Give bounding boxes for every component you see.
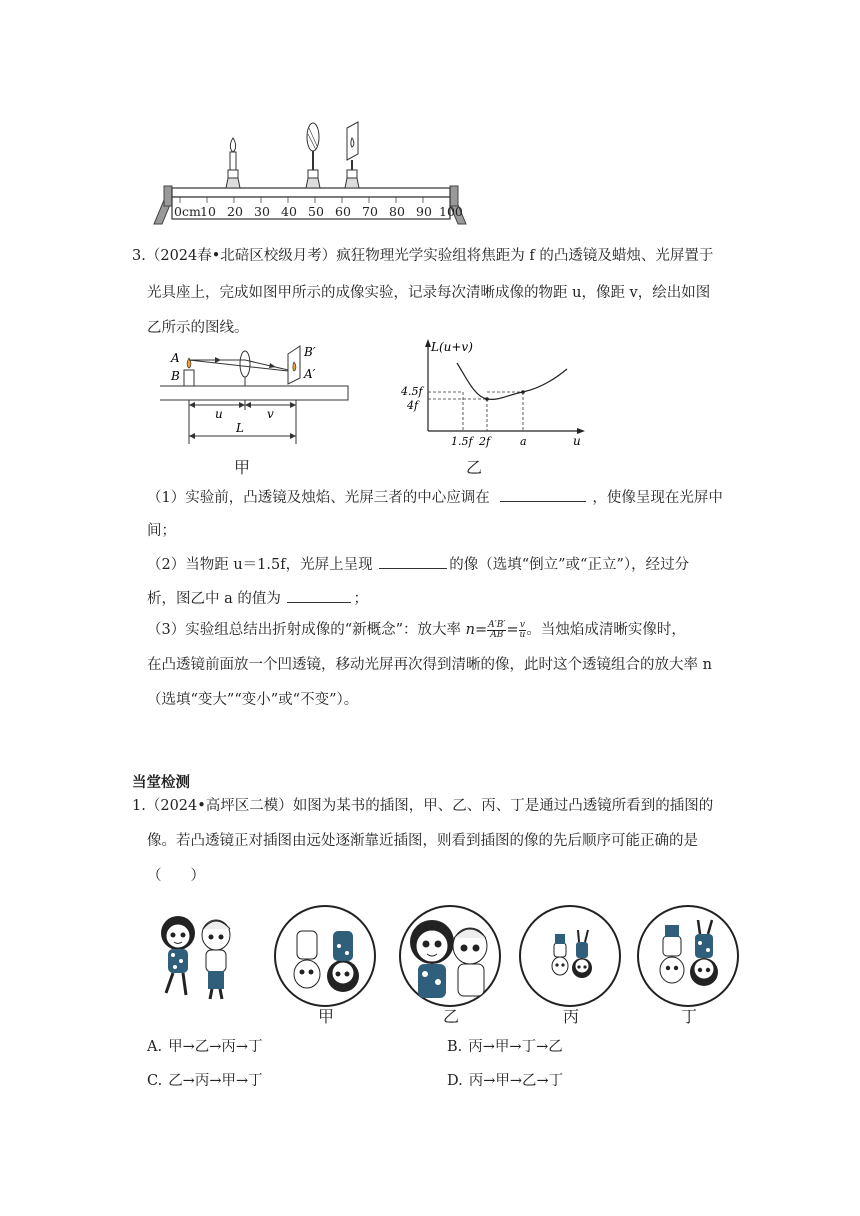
screen-icon <box>345 122 359 188</box>
caption-yi: 乙 <box>466 458 483 477</box>
question-text: 疯狂物理光学实验组将焦距为 f 的凸透镜及蜡烛、光屏置于 <box>336 248 714 264</box>
question-source: （2024•高坪区二模） <box>145 798 293 814</box>
label-b: B <box>171 369 180 383</box>
x-tick-a: a <box>520 435 527 448</box>
scale-label: 90 <box>416 204 432 219</box>
answer-blank-2[interactable] <box>379 554 447 569</box>
scale-label: 60 <box>335 204 351 219</box>
sub-question-3: （3）实验组总结出折射成像的“新概念”：放大率 n= $\frac{A'B'}{AB}$ = $\frac{v}{u}$ 。当烛焰成清晰实像时， <box>147 619 686 640</box>
sub-question-1: （1）实验前，凸透镜及烛焰、光屏三者的中心应调在 ，使像呈现在光屏中 <box>147 487 723 508</box>
question-text: 如图为某书的插图，甲、乙、丙、丁是通过凸透镜所看到的插图的 <box>292 798 714 814</box>
lens-view-yi <box>398 904 502 1008</box>
sub-question-2-cont: 析，图乙中 a 的值为 ； <box>147 588 368 609</box>
formula-n: n <box>465 622 476 638</box>
caption-yi-view: 乙 <box>443 1007 460 1026</box>
answer-blank-1[interactable] <box>500 487 586 502</box>
scale-label: 100 <box>439 204 463 219</box>
question-1-line-3: （ ） <box>147 868 205 884</box>
formula-eq: = <box>475 622 488 638</box>
candle-icon <box>226 138 240 188</box>
scale-label: 10 <box>200 204 216 219</box>
caption-ding-view: 丁 <box>681 1007 698 1026</box>
answer-blank-3[interactable] <box>287 588 351 603</box>
scale-label: 70 <box>362 204 378 219</box>
label-b-prime: B′ <box>304 345 316 359</box>
sub-question-3-line-3: （选填“变大”“变小”或“不变”）。 <box>147 692 359 708</box>
question-number: 1. <box>132 798 146 814</box>
illustration-original <box>148 905 248 1005</box>
fraction-v-u: $\frac{v}{u}$ <box>519 619 526 640</box>
label-v: v <box>267 407 274 421</box>
lens-view-bing <box>518 904 622 1008</box>
question-3-line-2: 光具座上，完成如图甲所示的成像实验，记录每次清晰成像的物距 u，像距 v，绘出如图 <box>147 285 711 301</box>
option-b[interactable]: B. 丙→甲→丁→乙 <box>447 1039 563 1055</box>
fraction-image-object: $\frac{A'B'}{AB}$ <box>488 619 506 640</box>
scale-label: 40 <box>281 204 297 219</box>
figure-yi-graph <box>395 335 595 455</box>
y-tick-4f: 4f <box>407 399 419 412</box>
label-l: L <box>236 421 244 435</box>
x-axis-label: u <box>573 434 581 448</box>
scale-label: 80 <box>389 204 405 219</box>
option-d[interactable]: D. 丙→甲→乙→丁 <box>447 1073 564 1089</box>
y-axis-label: L(u+v) <box>431 340 473 354</box>
scale-label: 30 <box>254 204 270 219</box>
scale-label: 20 <box>227 204 243 219</box>
caption-jia-view: 甲 <box>318 1007 335 1026</box>
optical-bench-figure <box>150 120 470 230</box>
lens-view-ding <box>636 904 740 1008</box>
lens-view-jia <box>273 904 377 1008</box>
x-tick-1-5f: 1.5f <box>451 435 473 448</box>
sub-question-3-line-2: 在凸透镜前面放一个凹透镜，移动光屏再次得到清晰的像，此时这个透镜组合的放大率 n <box>147 657 712 673</box>
x-tick-2f: 2f <box>479 435 491 448</box>
caption-jia: 甲 <box>234 458 251 477</box>
label-u: u <box>215 407 223 421</box>
sub-question-1-cont: 间； <box>147 523 176 539</box>
option-a[interactable]: A. 甲→乙→丙→丁 <box>147 1039 263 1055</box>
label-a-prime: A′ <box>304 367 316 381</box>
question-1-line-1 <box>132 796 713 816</box>
caption-bing-view: 丙 <box>563 1007 580 1026</box>
section-title: 当堂检测 <box>132 775 190 791</box>
question-3-line-1 <box>132 246 713 266</box>
lens-icon <box>306 123 320 188</box>
question-source: （2024春•北碚区校级月考） <box>145 248 337 264</box>
option-c[interactable]: C. 乙→丙→甲→丁 <box>147 1073 263 1089</box>
question-3-line-3: 乙所示的图线。 <box>147 320 249 336</box>
label-a: A <box>171 351 180 365</box>
figure-jia <box>160 340 350 480</box>
scale-label: 50 <box>308 204 324 219</box>
question-number: 3. <box>132 248 146 264</box>
y-tick-4-5f: 4.5f <box>401 385 423 398</box>
scale-label: 0cm <box>174 204 201 219</box>
question-1-line-2: 像。若凸透镜正对插图由远处逐渐靠近插图，则看到插图的像的先后顺序可能正确的是 <box>147 833 698 849</box>
sub-question-2: （2）当物距 u＝1.5f，光屏上呈现 的像（选填“倒立”或“正立”），经过分 <box>147 554 689 575</box>
